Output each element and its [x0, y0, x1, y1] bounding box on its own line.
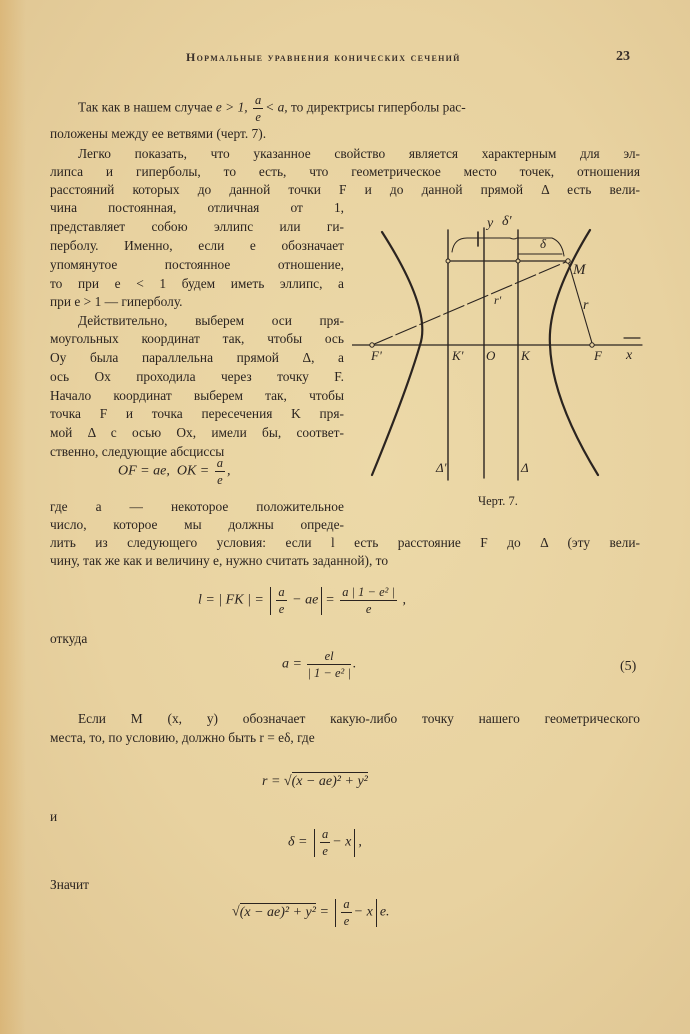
- numerator: a: [343, 897, 350, 911]
- math-inline: e > 1,: [215, 99, 248, 115]
- equation-final: [232, 898, 390, 927]
- paragraph-3-line-7: мой Δ с осью Ox, имели бы, соответ-: [50, 425, 344, 440]
- label-delta: δ: [540, 236, 547, 251]
- abs-bar-open: [270, 587, 271, 615]
- eq-lhs: δ =: [288, 834, 308, 850]
- eq-sign: =: [319, 904, 329, 920]
- running-header: Нормальные уравнения конических сечений: [186, 50, 461, 64]
- eq-tail: − x: [353, 904, 373, 920]
- eq-lhs: a =: [282, 656, 302, 672]
- paragraph-2-line-2: липса и гиперболы, то есть, что геометрическое место точек, отношения: [50, 164, 640, 179]
- eq-tail: − x: [332, 834, 352, 850]
- denominator: e: [322, 843, 328, 858]
- punctuation: ,: [358, 834, 362, 850]
- word-znachit: Значит: [50, 877, 90, 892]
- paragraph-4-line-2: число, которое мы должны опреде-: [50, 517, 344, 532]
- eq-lhs: l = | FK | =: [198, 592, 264, 608]
- fraction-el-over-abs: [307, 650, 350, 679]
- paragraph-3-line-2: моугольных координат так, чтобы ось: [50, 331, 344, 346]
- paragraph-2-line-9: при e > 1 — гиперболу.: [50, 294, 183, 309]
- formula-of: OF = ae,: [118, 463, 170, 479]
- punctuation: ,: [226, 463, 231, 479]
- numerator: a: [254, 93, 262, 107]
- paragraph-5-line-1: Если M (x, y) обозначает какую-либо точку нашего геометрического: [78, 711, 640, 726]
- eq-end: e.: [379, 904, 390, 920]
- label-k-prime: K': [452, 348, 464, 363]
- paragraph-3-line-5: Начало координат выберем так, чтобы: [50, 388, 344, 403]
- word-otkuda: откуда: [50, 631, 88, 646]
- denominator: e: [217, 472, 223, 487]
- page-number: 23: [616, 49, 630, 64]
- paragraph-2-line-8: то при e < 1 будем иметь эллипс, а: [50, 276, 344, 291]
- formula-ok-lhs: OK =: [176, 463, 210, 479]
- denominator: e: [255, 109, 261, 124]
- abs-bar-open: [335, 899, 336, 927]
- label-f: F: [594, 348, 602, 363]
- point-m: [566, 259, 570, 263]
- sqrt-sign: √: [283, 774, 292, 789]
- label-f-prime: F': [371, 348, 382, 363]
- radicand: (x − ae)² + y²: [291, 774, 368, 789]
- denominator: e: [365, 601, 372, 616]
- hyperbola-diagram: [352, 210, 652, 490]
- text-run: то директрисы гиперболы рас-: [287, 99, 466, 115]
- paragraph-1-line-1: [78, 94, 640, 123]
- paragraph-3-line-3: Oy была параллельна прямой Δ, а: [50, 350, 344, 365]
- denominator: | 1 − e² |: [307, 665, 351, 680]
- paragraph-2-line-3: расстояний которых до данной точки F и до данной прямой Δ есть вели-: [50, 182, 640, 197]
- label-directrix-left: Δ': [436, 460, 447, 475]
- paragraph-2-line-6: перболу. Именно, если e обозначает: [50, 238, 344, 253]
- label-y: y: [487, 216, 494, 231]
- numerator: a: [321, 827, 329, 841]
- fraction-a-over-e: [276, 586, 286, 615]
- paragraph-4-line-3: лить из следующего условия: если l есть расстояние F до Δ (эту вели-: [50, 535, 640, 550]
- abs-bar-close: [354, 829, 355, 857]
- paragraph-1-line-2: положены между ее ветвями (черт. 7).: [50, 126, 267, 141]
- label-delta-prime: δ': [502, 214, 512, 229]
- punctuation: ,: [402, 592, 406, 608]
- label-x: x: [626, 348, 633, 363]
- abs-bar-close: [376, 899, 377, 927]
- point-on-left-directrix: [446, 259, 450, 263]
- figure-caption: Черт. 7.: [478, 494, 518, 508]
- math-inline: < a,: [265, 99, 288, 115]
- paragraph-2-line-1: Легко показать, что указанное свойство является характерным для эл-: [78, 146, 640, 161]
- fraction-main: [340, 586, 397, 615]
- label-directrix-right: Δ: [521, 460, 529, 475]
- equation-5: [282, 650, 356, 679]
- equation-delta: [288, 828, 362, 857]
- equation-l: [198, 586, 406, 615]
- fraction-a-over-e: [320, 828, 330, 857]
- conjunction-i: и: [50, 809, 58, 824]
- paragraph-3-line-4: ось Ox проходила через точку F.: [50, 369, 344, 384]
- eq-lhs: r =: [262, 774, 281, 789]
- formula-abscissae: [118, 457, 230, 486]
- numerator: a: [216, 456, 223, 470]
- paragraph-2-line-5: представляет собою эллипс или ги-: [50, 219, 344, 234]
- paragraph-4-line-4: чину, так же как и величину e, нужно считать заданной), то: [50, 553, 389, 568]
- eq-mid: − ae: [292, 592, 319, 608]
- numerator: a | 1 − e² |: [342, 585, 395, 599]
- fraction-a-over-e: [341, 898, 351, 927]
- radicand: (x − ae)² + y²: [239, 904, 316, 920]
- abs-bar-close: [321, 587, 322, 615]
- paragraph-2-line-7: упомянутое постоянное отношение,: [50, 257, 344, 272]
- paragraph-3-line-8: ственно, следующие абсциссы: [50, 444, 225, 459]
- equation-number: (5): [620, 659, 637, 674]
- label-r: r: [583, 298, 589, 313]
- equation-r: [262, 774, 368, 790]
- page-edge-shadow: [0, 0, 26, 1034]
- delta-prime-bracket: [452, 238, 564, 256]
- label-m: M: [573, 262, 586, 278]
- paragraph-3-line-6: точка F и точка пересечения K пря-: [50, 406, 344, 421]
- focal-radius-r-prime: [372, 261, 568, 345]
- text-run: Так как в нашем случае: [78, 99, 216, 115]
- fraction-a-over-e: [253, 94, 263, 123]
- label-o: O: [486, 348, 496, 363]
- label-k: K: [521, 348, 530, 363]
- denominator: e: [343, 913, 350, 928]
- fraction-a-over-e: [215, 457, 225, 486]
- paragraph-5-line-2: места, то, по условию, должно быть r = eδ, где: [50, 730, 315, 745]
- paragraph-2-line-4: чина постоянная, отличная от 1,: [50, 200, 344, 215]
- numerator: el: [307, 650, 350, 665]
- numerator: a: [278, 585, 285, 599]
- eq-sign: =: [325, 592, 335, 608]
- label-r-prime: r': [494, 293, 502, 307]
- denominator: e: [278, 601, 285, 616]
- abs-bar-open: [314, 829, 315, 857]
- paragraph-3-line-1: Действительно, выберем оси пря-: [78, 313, 344, 328]
- point-on-right-directrix: [516, 259, 520, 263]
- punctuation: .: [352, 656, 357, 672]
- paragraph-4-line-1: где a — некоторое положительное: [50, 499, 344, 514]
- sqrt-sign: √: [232, 904, 240, 920]
- focus-right-point: [590, 343, 594, 347]
- focus-left-point: [370, 343, 374, 347]
